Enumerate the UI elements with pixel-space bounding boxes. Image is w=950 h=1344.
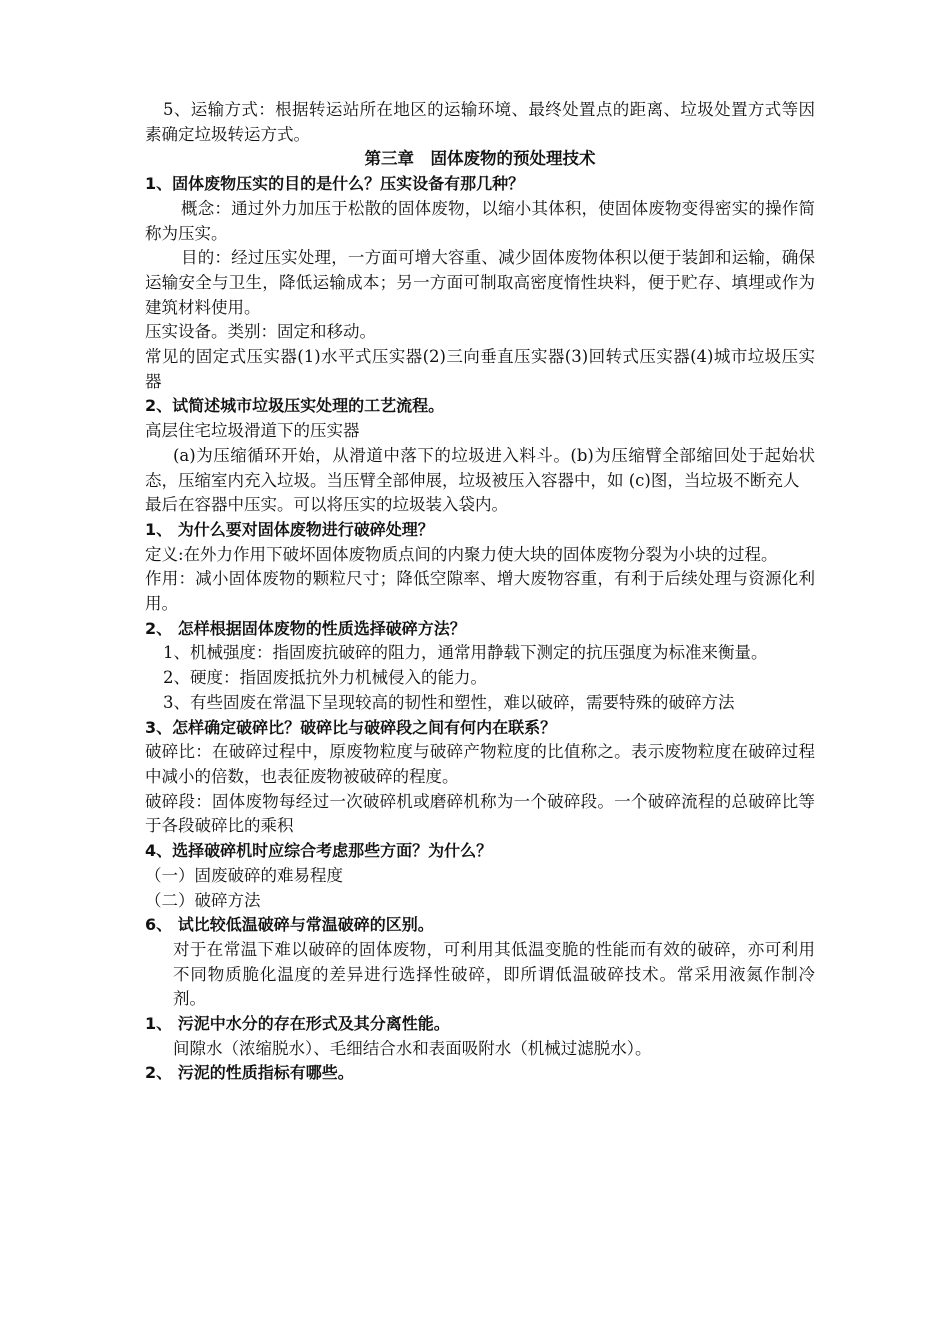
paragraph: 2、硬度：指固废抵抗外力机械侵入的能力。 (163, 668, 487, 688)
question-heading: 1、 污泥中水分的存在形式及其分离性能。 (145, 1014, 450, 1034)
question-heading: 2、试简述城市垃圾压实处理的工艺流程。 (145, 396, 445, 416)
chapter-title: 第三章 固体废物的预处理技术 (364, 149, 596, 169)
paragraph: 破碎比：在破碎过程中，原废物粒度与破碎产物粒度的比值称之。表示废物粒度在破碎过程中减小的倍数，也表征废物被破碎的程度。 (145, 742, 815, 786)
question-heading: 1、固体废物压实的目的是什么？压实设备有那几种？ (145, 174, 525, 194)
paragraph: 3、有些固废在常温下呈现较高的韧性和塑性，难以破碎，需要特殊的破碎方法 (163, 692, 735, 712)
document-page (145, 98, 815, 1086)
paragraph: 常见的固定式压实器(1)水平式压实器(2)三向垂直压实器(3)回转式压实器(4)城市垃圾压实器 (145, 347, 815, 391)
transport-method-text: 5、运输方式：根据转运站所在地区的运输环境、最终处置点的距离、垃圾处置方式等因素确定垃圾转运方式。 (145, 100, 815, 144)
paragraph: 1、机械强度：指固废抗破碎的阻力，通常用静载下测定的抗压强度为标准来衡量。 (163, 643, 768, 663)
question-heading: 2、 怎样根据固体废物的性质选择破碎方法？ (145, 618, 466, 638)
paragraph: 对于在常温下难以破碎的固体废物，可利用其低温变脆的性能而有效的破碎，亦可利用不同物质脆化温度的差异进行选择性破碎，即所谓低温破碎技术。常采用液氮作制冷剂。 (173, 939, 815, 1009)
paragraph: 间隙水（浓缩脱水）、毛细结合水和表面吸附水（机械过滤脱水）。 (173, 1038, 652, 1058)
paragraph: (a)为压缩循环开始，从滑道中落下的垃圾进入料斗。(b)为压缩臂全部缩回处于起始状态，压缩室内充入垃圾。当压臂全部伸展，垃圾被压入容器中，如 (c)图，当垃圾不断充人 (145, 445, 815, 490)
paragraph: 概念：通过外力加压于松散的固体废物，以缩小其体积，使固体废物变得密实的操作简称为压实。 (145, 198, 815, 243)
question-heading: 6、 试比较低温破碎与常温破碎的区别。 (145, 915, 434, 935)
question-heading: 4、选择破碎机时应综合考虑那些方面？为什么？ (145, 841, 493, 861)
paragraph: 定义:在外力作用下破坏固体废物质点间的内聚力使大块的固体废物分裂为小块的过程。 (145, 544, 778, 564)
question-heading: 1、 为什么要对固体废物进行破碎处理？ (145, 519, 434, 539)
list-item: （一）固废破碎的难易程度 (145, 865, 343, 885)
paragraph: 破碎段：固体废物每经过一次破碎机或磨碎机称为一个破碎段。一个破碎流程的总破碎比等于各段破碎比的乘积 (145, 791, 815, 836)
question-heading: 3、怎样确定破碎比？破碎比与破碎段之间有何内在联系？ (145, 717, 557, 737)
paragraph: 作用：减小固体废物的颗粒尺寸；降低空隙率、增大废物容重，有利于后续处理与资源化利用。 (145, 569, 815, 614)
paragraph: 高层住宅垃圾滑道下的压实器 (145, 421, 360, 441)
list-item: （二）破碎方法 (145, 890, 261, 910)
paragraph: 最后在容器中压实。可以将压实的垃圾装入袋内。 (145, 495, 508, 515)
paragraph: 压实设备。类别：固定和移动。 (145, 322, 376, 342)
question-heading: 2、 污泥的性质指标有哪些。 (145, 1063, 354, 1083)
paragraph: 目的：经过压实处理，一方面可增大容重、减少固体废物体积以便于装卸和运输，确保运输安全与卫生，降低运输成本；另一方面可制取高密度惰性块料，便于贮存、填埋或作为建筑材料使用。 (145, 248, 815, 317)
